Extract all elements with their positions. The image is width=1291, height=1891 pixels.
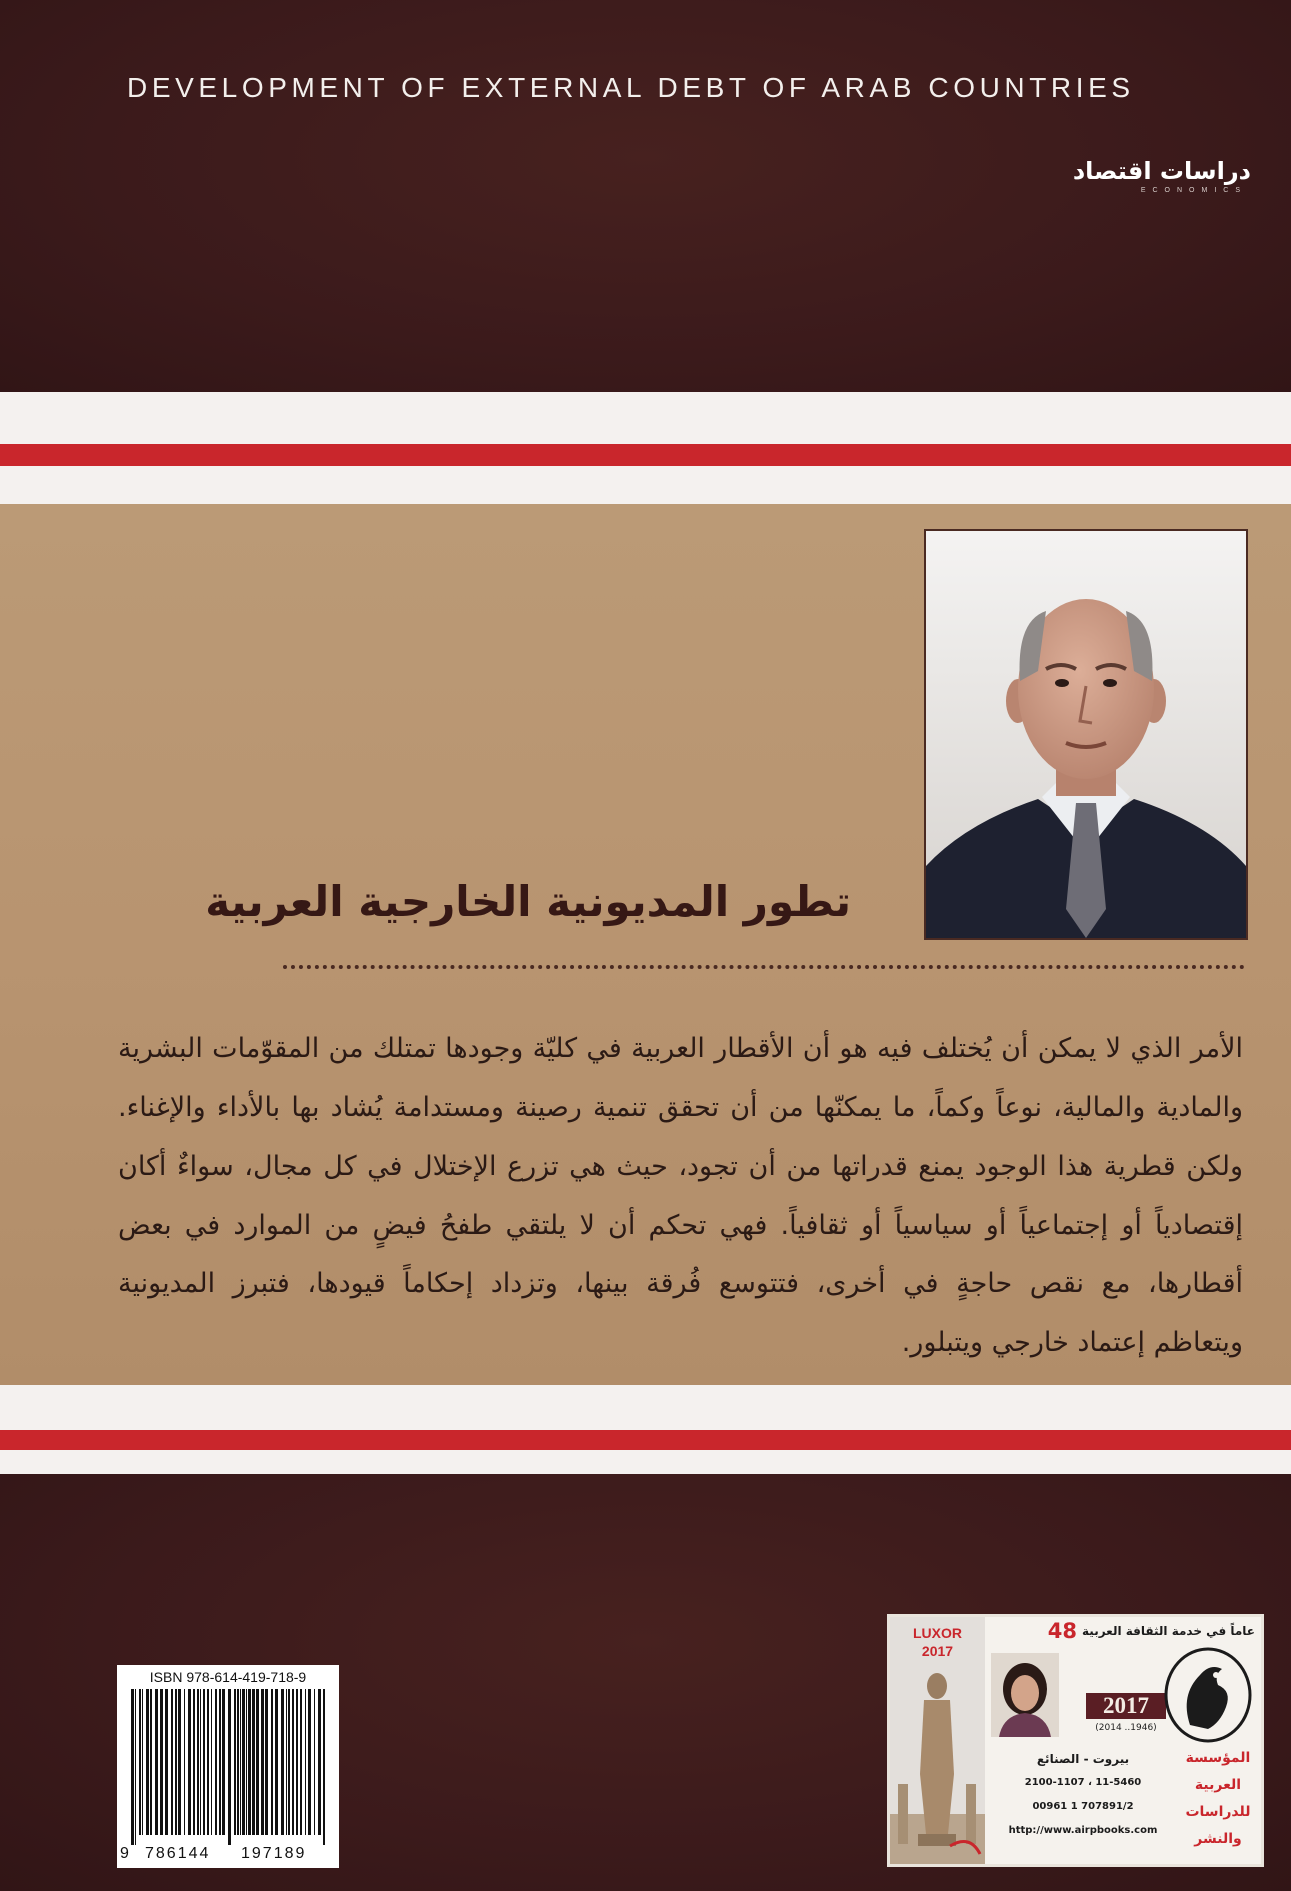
- barcode-bar: [160, 1689, 163, 1835]
- luxor-panel: [890, 1617, 985, 1864]
- publisher-emblem-icon: [1160, 1645, 1256, 1745]
- barcode-bar: [228, 1689, 231, 1845]
- publisher-address: بيروت - الصنائع: [1036, 1752, 1130, 1766]
- top-white-stripe-inner: [0, 466, 1291, 504]
- barcode-digit-group-1: 786144: [145, 1845, 211, 1862]
- isbn-barcode: [117, 1665, 339, 1868]
- series-logo-arabic: دراسات اقتصاد: [1072, 157, 1251, 185]
- bottom-white-stripe: [0, 1450, 1291, 1474]
- barcode-bar: [142, 1689, 143, 1835]
- publisher-phone: 2100-1107: [1024, 1777, 1085, 1788]
- barcode-bar: [252, 1689, 255, 1835]
- luxor-year: 2017: [921, 1643, 954, 1659]
- blurb-paragraph-2: [118, 1138, 1243, 1372]
- stamp-years-count: 48: [1047, 1619, 1077, 1643]
- statue-body: [920, 1700, 954, 1834]
- publisher-contact-info: [990, 1747, 1176, 1843]
- barcode-bar: [219, 1689, 221, 1835]
- stamp-tagline: عاماً في خدمة الثقافة العربية: [1082, 1624, 1255, 1638]
- barcode-bar: [184, 1689, 185, 1835]
- barcode-bar: [171, 1689, 173, 1835]
- barcode-bar: [150, 1689, 152, 1835]
- author-photo: [926, 531, 1246, 938]
- author-portrait-illustration: [926, 531, 1246, 938]
- barcode-lead-digit: 9: [120, 1845, 131, 1862]
- blurb-line: أقطارها، مع نقص حاجةٍ في أخرى، فتتوسع فُرقة بينها، وتزداد إحكاماً قيودها، فتبرز المديونية: [118, 1268, 1243, 1299]
- barcode-bar: [200, 1689, 201, 1835]
- publisher-name-line: للدراسات: [1185, 1804, 1251, 1820]
- barcode-bar: [265, 1689, 268, 1835]
- temple-column: [966, 1784, 976, 1844]
- barcode-bar: [314, 1689, 315, 1835]
- publisher-name-line: العربية: [1194, 1777, 1242, 1793]
- portrait-right-eye: [1103, 679, 1117, 687]
- barcode-bar: [248, 1689, 251, 1835]
- blurb-line: ويتعاظم إعتماد خارجي ويتبلور.: [901, 1326, 1243, 1358]
- barcode-bar: [135, 1689, 136, 1845]
- barcode-bar: [155, 1689, 158, 1835]
- stamp-year: 2017: [1086, 1693, 1166, 1719]
- barcode-bar: [305, 1689, 306, 1835]
- blurb-line: والمادية والمالية، نوعاً وكماً، ما يمكنّها من أن تحقق تنمية رصينة ومستدامة يُشاد بها بالأداء والإغناء.: [118, 1091, 1243, 1123]
- barcode-bar: [165, 1689, 168, 1835]
- barcode-bar: [246, 1689, 247, 1835]
- barcode-bar: [292, 1689, 294, 1835]
- barcode-bar: [193, 1689, 195, 1835]
- barcode-bar: [207, 1689, 209, 1835]
- publisher-telefax: 00961 1 707891/2: [1032, 1801, 1134, 1812]
- dotted-divider: [283, 965, 1245, 969]
- barcode-bars: [131, 1689, 327, 1845]
- series-logo: [1051, 156, 1251, 196]
- barcode-digit-group-2: 197189: [241, 1845, 307, 1862]
- bottom-white-stripe-inner: [0, 1385, 1291, 1430]
- publisher-po-box: 11-5460: [1095, 1777, 1142, 1788]
- statue-illustration: [890, 1664, 985, 1864]
- barcode-bar: [222, 1689, 225, 1835]
- barcode-bar: [318, 1689, 321, 1835]
- english-title: DEVELOPMENT OF EXTERNAL DEBT OF ARAB COUNTRIES: [127, 72, 1135, 103]
- barcode-bar: [296, 1689, 298, 1835]
- barcode-bar: [286, 1689, 287, 1835]
- portrait-left-eye: [1055, 679, 1069, 687]
- series-logo-latin: ECONOMICS: [1140, 187, 1247, 194]
- arabic-book-title: تطور المديونية الخارجية العربية: [205, 877, 851, 926]
- back-cover-blurb: [118, 1020, 1243, 1372]
- temple-column: [898, 1784, 908, 1844]
- barcode-bar: [240, 1689, 241, 1835]
- stamp-portrait-face: [1011, 1675, 1039, 1711]
- barcode-bar: [300, 1689, 302, 1835]
- blurb-line: إقتصادياً أو إجتماعياً أو سياسياً أو ثقافياً. فهي تحكم أن لا يلتقي طفحُ فيضٍ من الموارد في بعض: [118, 1209, 1243, 1241]
- barcode-bar: [261, 1689, 264, 1835]
- top-dark-band: [0, 0, 1291, 392]
- barcode-bar: [178, 1689, 181, 1835]
- barcode-bar: [146, 1689, 149, 1835]
- stamp-portrait: [991, 1653, 1059, 1737]
- stamp-header: [1048, 1619, 1255, 1645]
- publisher-name-line: المؤسسة: [1185, 1750, 1251, 1766]
- barcode-bar: [308, 1689, 311, 1835]
- blurb-paragraph-1: [118, 1020, 1243, 1137]
- barcode-bar: [203, 1689, 205, 1835]
- publisher-anniversary-stamp: [890, 1617, 1261, 1864]
- stamp-portrait-illustration: [991, 1653, 1059, 1737]
- barcode-bar: [175, 1689, 177, 1835]
- statue-head: [927, 1673, 947, 1699]
- top-red-stripe: [0, 444, 1291, 466]
- barcode-bar: [281, 1689, 284, 1835]
- barcode-bar: [211, 1689, 212, 1835]
- barcode-bar: [139, 1689, 141, 1835]
- publisher-emblem: [1160, 1645, 1256, 1745]
- top-white-stripe: [0, 392, 1291, 444]
- publisher-website: http://www.airpbooks.com: [1008, 1825, 1158, 1836]
- info-separator: ،: [1088, 1777, 1096, 1788]
- publisher-name-line: والنشر: [1194, 1831, 1242, 1847]
- barcode-bar: [215, 1689, 217, 1835]
- publisher-po-phone: [990, 1771, 1176, 1795]
- barcode-bar: [131, 1689, 134, 1845]
- barcode-bar: [188, 1689, 191, 1835]
- barcode-bar: [234, 1689, 236, 1835]
- isbn-label: ISBN 978-614-419-718-9: [149, 1669, 307, 1685]
- barcode-bar: [275, 1689, 278, 1835]
- bottom-red-stripe: [0, 1430, 1291, 1450]
- barcode-bar: [271, 1689, 273, 1835]
- barcode-bar: [242, 1689, 245, 1835]
- publisher-name: [1178, 1745, 1258, 1853]
- stamp-year-range: (2014 ..1946): [1095, 1723, 1157, 1733]
- barcode-bar: [256, 1689, 259, 1835]
- barcode-bar: [288, 1689, 290, 1835]
- barcode-bar: [323, 1689, 325, 1845]
- barcode-bar: [237, 1689, 239, 1835]
- emblem-bird-eye: [1213, 1672, 1219, 1678]
- barcode-bar: [197, 1689, 199, 1835]
- blurb-line: ولكن قطرية هذا الوجود يمنع قدراتها من أن تجود، حيث هي تزرع الإختلال في كل مجال، سواءٌ أكان: [118, 1151, 1243, 1182]
- luxor-label: LUXOR: [913, 1625, 962, 1641]
- blurb-line: الأمر الذي لا يمكن أن يُختلف فيه هو أن الأقطار العربية في كليّة وجودها تمتلك من المقوّمات البشرية: [118, 1033, 1243, 1064]
